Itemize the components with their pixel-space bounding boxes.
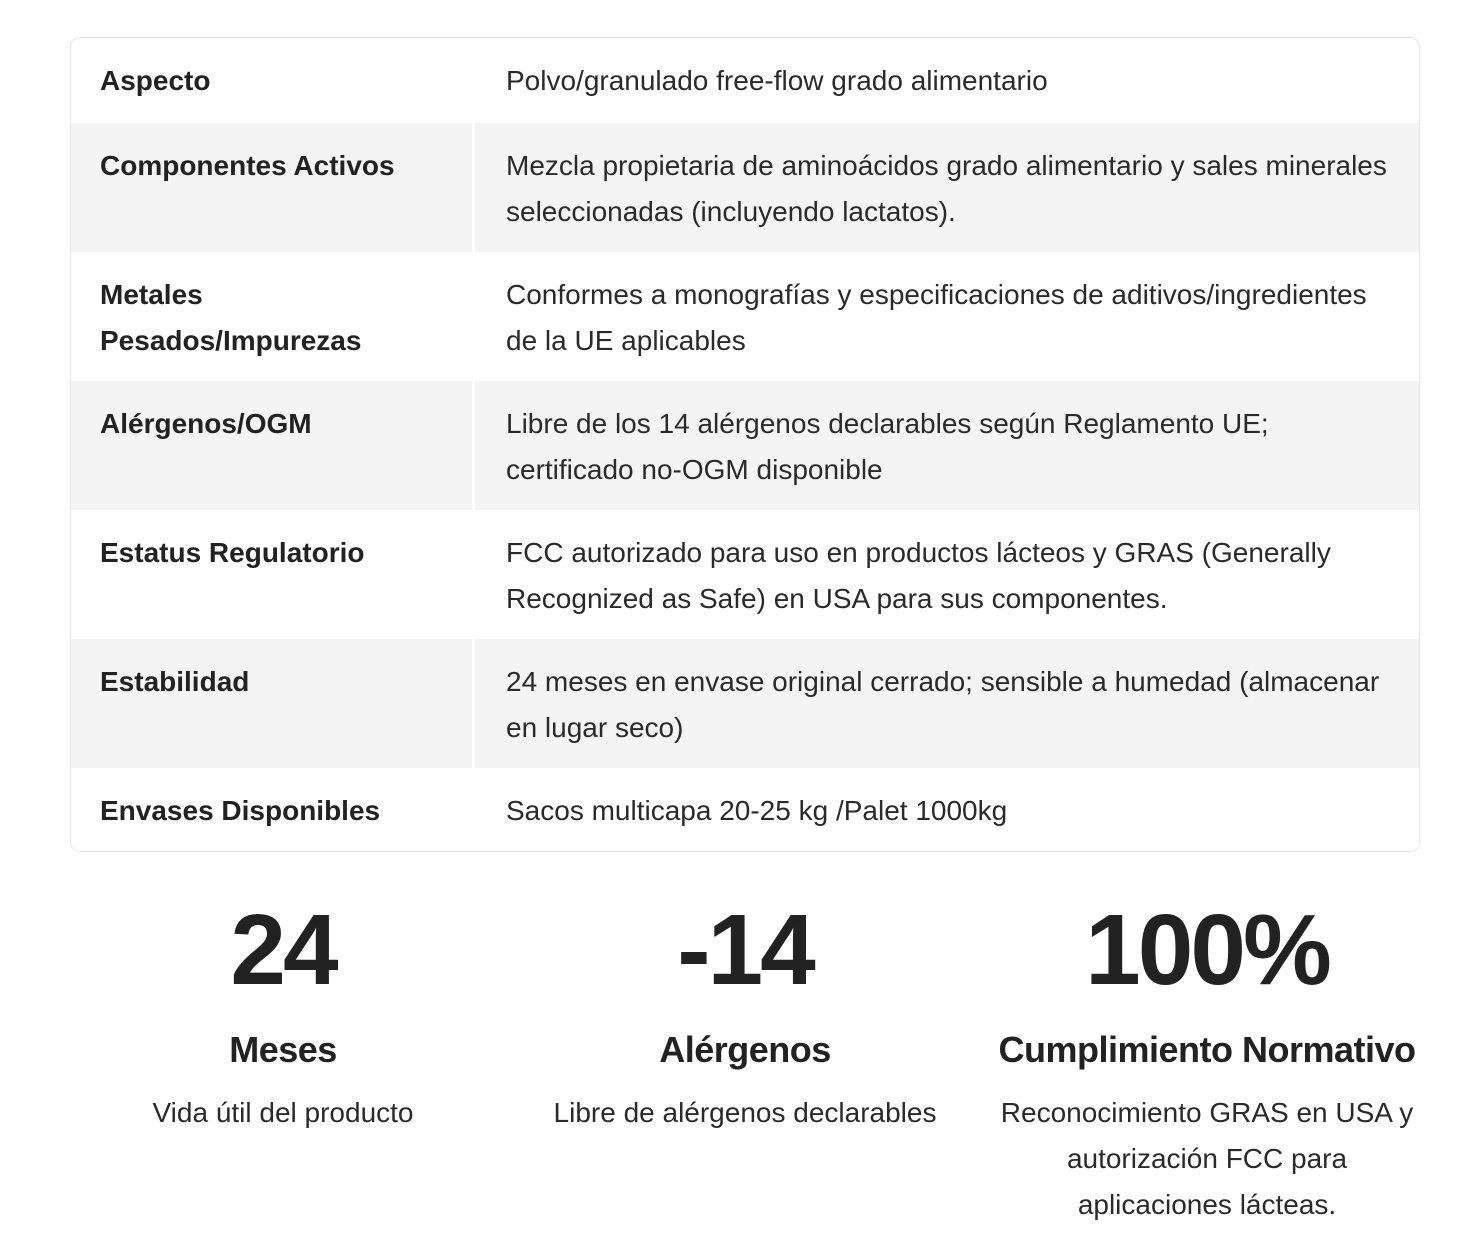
table-row-metales-pesados — [71, 252, 1419, 381]
row-label: Componentes Activos — [71, 123, 475, 252]
row-value: FCC autorizado para uso en productos lácteos y GRAS (Generally Recognized as Safe) en USA para sus componentes. — [506, 537, 1331, 614]
stat-compliance — [987, 880, 1427, 1228]
stat-number: 100% — [1085, 894, 1329, 1006]
stat-number: 24 — [230, 894, 336, 1006]
stat-number: -14 — [677, 894, 813, 1006]
row-value: Conformes a monografías y especificaciones de aditivos/ingredientes de la UE aplicables — [506, 279, 1367, 356]
row-value: 24 meses en envase original cerrado; sensible a humedad (almacenar en lugar seco) — [475, 639, 1419, 768]
row-label: Aspecto — [100, 65, 211, 96]
row-value: Libre de los 14 alérgenos declarables según Reglamento UE; certificado no-OGM disponible — [475, 381, 1419, 510]
row-label: Estabilidad — [71, 639, 475, 768]
stat-title: Alérgenos — [659, 1029, 831, 1070]
row-label: Envases Disponibles — [100, 795, 381, 826]
row-label: Alérgenos/OGM — [71, 381, 475, 510]
stat-description: Reconocimiento GRAS en USA y autorización FCC para aplicaciones lácteas. — [1000, 1097, 1414, 1220]
table-row-alergenos-ogm — [71, 381, 1419, 510]
stats-section — [0, 880, 1484, 1242]
table-row-envases-disponibles — [71, 768, 1419, 851]
stat-description: Vida útil del producto — [152, 1097, 414, 1128]
row-value: Polvo/granulado free-flow grado alimentario — [506, 65, 1048, 96]
table-row-estabilidad — [71, 639, 1419, 768]
table-row-componentes-activos — [71, 123, 1419, 252]
stat-shelf-life — [63, 880, 503, 1136]
stat-description: Libre de alérgenos declarables — [553, 1097, 937, 1128]
row-value: Sacos multicapa 20-25 kg /Palet 1000kg — [506, 795, 1008, 826]
row-label: Metales Pesados/Impurezas — [100, 279, 362, 356]
specifications-table — [70, 37, 1420, 852]
stat-title: Cumplimiento Normativo — [998, 1029, 1416, 1070]
stat-title: Meses — [229, 1029, 337, 1070]
table-row-aspecto — [71, 38, 1419, 123]
table-row-estatus-regulatorio — [71, 510, 1419, 639]
stat-allergens — [525, 880, 965, 1136]
row-value: Mezcla propietaria de aminoácidos grado alimentario y sales minerales seleccionadas (incluyendo lactatos). — [475, 123, 1419, 252]
row-label: Estatus Regulatorio — [100, 537, 365, 568]
